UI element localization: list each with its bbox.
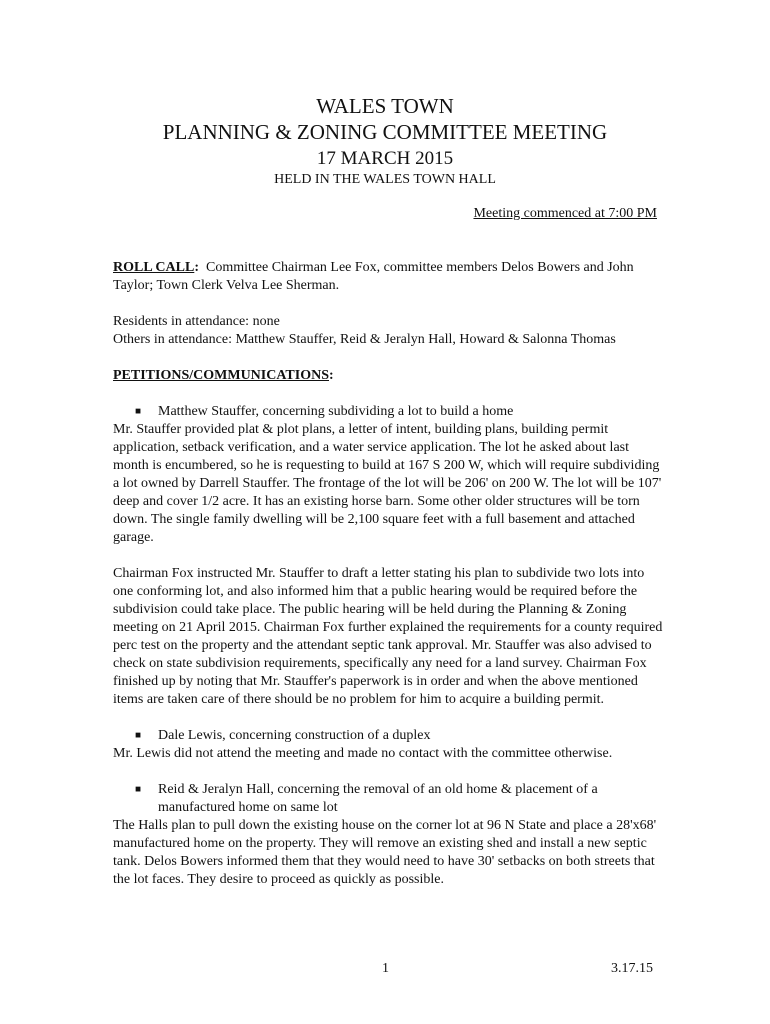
petition-item xyxy=(113,727,663,745)
roll-call-section: ROLL CALL: Committee Chairman Lee Fox, committee members Delos Bowers and John Taylor; Town Clerk Velva Lee Sherman. xyxy=(113,260,634,293)
others-attendance: Others in attendance: Matthew Stauffer, Reid & Jeralyn Hall, Howard & Salonna Thomas xyxy=(113,332,616,347)
petition-item xyxy=(113,403,663,421)
meeting-location: HELD IN THE WALES TOWN HALL xyxy=(274,172,496,187)
meeting-title: PLANNING & ZONING COMMITTEE MEETING xyxy=(162,120,608,144)
roll-call-text: Committee Chairman Lee Fox, committee members Delos Bowers and John Taylor; Town Clerk Velva Lee Sherman. xyxy=(113,260,634,293)
bullet-square-icon: ■ xyxy=(135,406,142,417)
petition-paragraph: The Halls plan to pull down the existing house on the corner lot at 96 N State and place a 28'x68' manufactured home on the property. They will remove an existing shed and install a new septic tank. Delos Bowers informed them that they would need to have 30' setbacks on both streets that the lot faces. They desire to proceed as quickly as possible. xyxy=(113,818,657,887)
petition-paragraph: Chairman Fox instructed Mr. Stauffer to draft a letter stating his plan to subdivide two lots into one conforming lot, and also informed him that a public hearing would be required before the subdivision could take place. The public hearing will be held during the Planning & Zoning meeting on 21 April 2015. Chairman Fox further explained the requirements for a county required perc test on the property and the attendant septic tank approval. Mr. Stauffer was also advised to check on state subdivision requirements, specifically any need for a land survey. Chairman Fox finished up by noting that Mr. Stauffer's paperwork is in order and when the above mentioned items are taken care of there should be no problem for him to acquire a building permit. xyxy=(113,566,663,707)
petition-item xyxy=(113,781,663,817)
petition-title: Dale Lewis, concerning construction of a duplex xyxy=(158,728,431,743)
roll-call-label: ROLL CALL xyxy=(113,260,195,275)
petition-title: Reid & Jeralyn Hall, concerning the removal of an old home & placement of a manufactured home on same lot xyxy=(158,782,598,815)
petitions-heading: PETITIONS/COMMUNICATIONS: xyxy=(113,368,334,383)
meeting-date: 17 MARCH 2015 xyxy=(316,148,454,169)
residents-attendance: Residents in attendance: none xyxy=(113,314,280,329)
petition-title: Matthew Stauffer, concerning subdividing a lot to build a home xyxy=(158,404,514,419)
petition-paragraph: Mr. Lewis did not attend the meeting and made no contact with the committee otherwise. xyxy=(113,746,613,761)
bullet-square-icon: ■ xyxy=(135,730,142,741)
commenced-time: Meeting commenced at 7:00 PM xyxy=(473,206,657,221)
bullet-square-icon: ■ xyxy=(135,784,142,795)
page-number: 1 xyxy=(382,961,389,976)
town-title: WALES TOWN xyxy=(316,94,454,118)
footer-date: 3.17.15 xyxy=(611,961,653,976)
minutes-body xyxy=(113,259,663,889)
petition-paragraph: Mr. Stauffer provided plat & plot plans, a letter of intent, building plans, building permit application, setback verification, and a water service application. The lot he asked about last month is encumbered, so he is requesting to build at 167 S 200 W, which will require subdividing a lot owned by Darrell Stauffer. The frontage of the lot will be 206' on 200 W. The lot will be 107' deep and cover 1/2 acre. It has an existing horse barn. Some other older structures will be torn down. The single family dwelling will be 2,100 square feet with a full basement and attached garage. xyxy=(113,422,662,545)
